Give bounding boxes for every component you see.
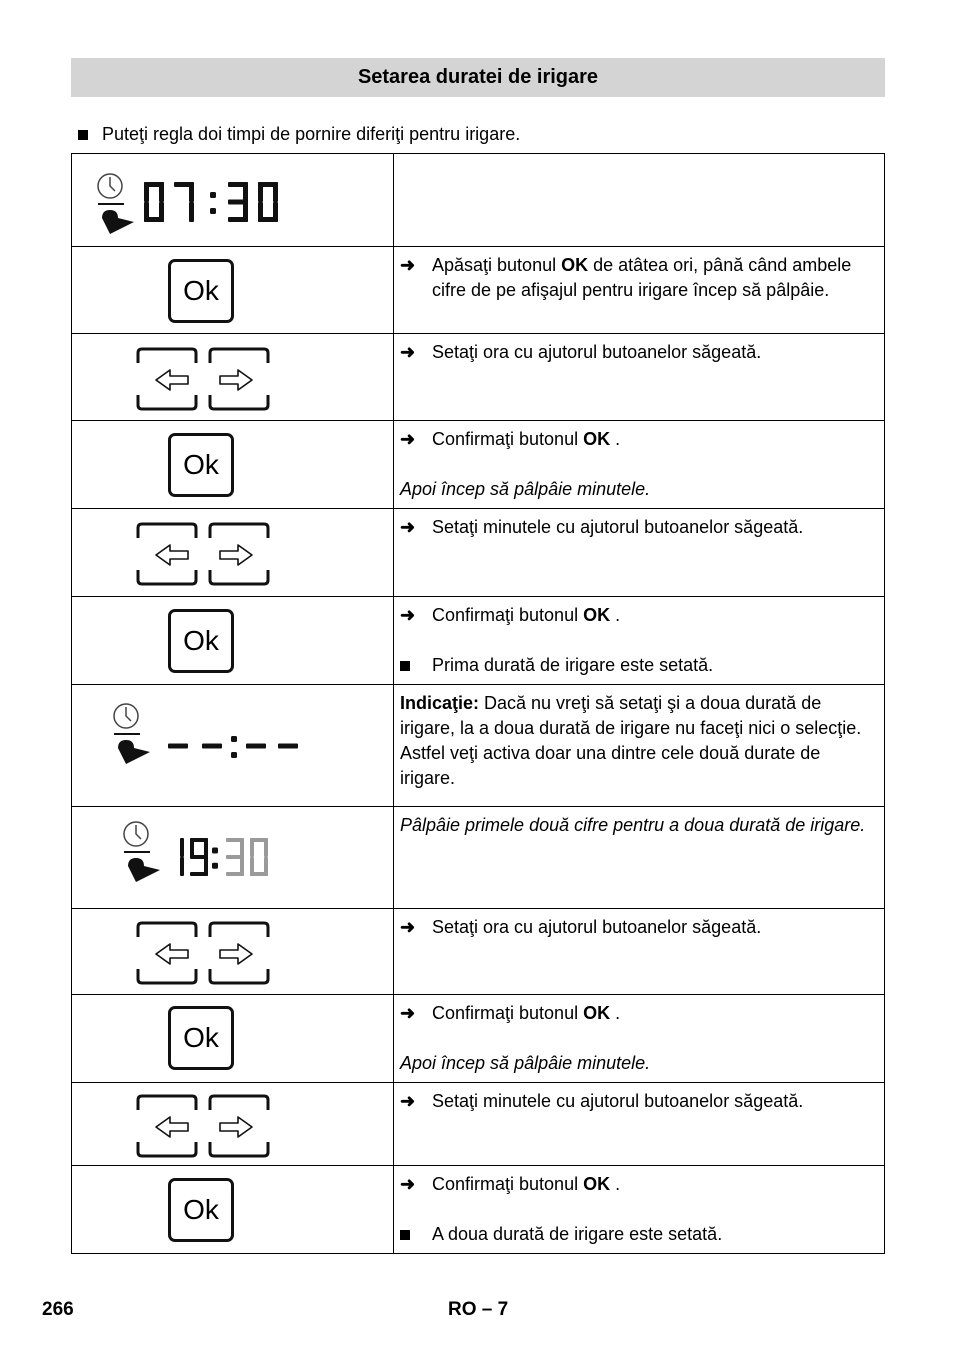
steps-table: [71, 153, 885, 1254]
italic-note: Apoi încep să pâlpâie minutele.: [400, 479, 651, 499]
step-row: [72, 247, 885, 334]
ok-button-icon: [168, 433, 234, 497]
arrow-right-icon: ➜: [400, 517, 416, 537]
bullet-square-icon: [78, 130, 88, 140]
step-row: [72, 334, 885, 421]
right-arrow-button-icon: [210, 923, 268, 983]
instruction-bold-part: OK: [583, 1003, 611, 1023]
step-text-cell: [394, 1083, 885, 1166]
timer-display-icon: [112, 702, 352, 782]
timer-display-icon: [92, 168, 332, 248]
ok-button-icon: [168, 1006, 234, 1070]
ok-button-icon: [168, 609, 234, 673]
left-arrow-button-icon: [138, 349, 196, 409]
step-text-cell: [394, 247, 885, 334]
step-text-cell: [394, 421, 885, 509]
clock-watering-can-icon: [98, 174, 134, 234]
arrow-buttons-icon: [134, 347, 274, 413]
colon-glyph: [231, 736, 237, 758]
arrow-right-icon: ➜: [400, 429, 416, 449]
right-arrow-button-icon: [210, 1096, 268, 1156]
instruction-line: [400, 915, 878, 940]
result-line: [400, 653, 878, 678]
result-text: Prima durată de irigare este setată.: [432, 655, 714, 675]
instruction-text-part: Setaţi minutele cu ajutorul butoanelor săgeată.: [432, 1091, 804, 1111]
section-title-text: Setarea duratei de irigare: [357, 66, 599, 88]
italic-note: Apoi încep să pâlpâie minutele.: [400, 1053, 651, 1073]
digit-glyph: [250, 838, 268, 876]
left-arrow-button-icon: [138, 923, 196, 983]
step-icon-cell: [72, 807, 394, 909]
instruction-text: [432, 1089, 803, 1114]
instruction-text: [432, 340, 761, 365]
instruction-bold-part: OK: [583, 605, 611, 625]
instruction-text-part: Setaţi minutele cu ajutorul butoanelor săgeată.: [432, 517, 804, 537]
right-arrow-button-icon: [210, 349, 268, 409]
instruction-text: [432, 515, 803, 540]
instruction-text: [432, 915, 761, 940]
digit-glyph: [174, 182, 194, 222]
hint-label: Indicaţie:: [400, 693, 480, 713]
step-row: [72, 1083, 885, 1166]
left-arrow-button-icon: [138, 524, 196, 584]
instruction-text-end: .: [610, 1003, 621, 1023]
instruction-line: [400, 340, 878, 365]
clock-watering-can-icon: [124, 822, 160, 882]
bullet-square-icon: [400, 1222, 432, 1247]
step-row: [72, 1166, 885, 1254]
step-icon-cell: [72, 247, 394, 334]
spacer: [400, 452, 878, 477]
ok-button-label: Ok: [183, 1194, 219, 1225]
step-text-cell: [394, 334, 885, 421]
right-arrow-button-icon: [210, 524, 268, 584]
step-icon-cell: [72, 995, 394, 1083]
instruction-text-part: Confirmaţi butonul: [432, 1003, 584, 1023]
arrow-right-icon: ➜: [400, 1174, 416, 1194]
clock-watering-can-icon: [114, 704, 150, 764]
instruction-text-part: Confirmaţi butonul: [432, 429, 584, 449]
step-icon-cell: [72, 154, 394, 247]
instruction-text: [432, 603, 620, 628]
instruction-text-part: Setaţi ora cu ajutorul butoanelor săgeată.: [432, 342, 762, 362]
instruction-line: [400, 1089, 878, 1114]
step-row: [72, 421, 885, 509]
arrow-buttons-icon: [134, 522, 274, 588]
instruction-text-part: Confirmaţi butonul: [432, 605, 584, 625]
result-line: [400, 1222, 878, 1247]
step-icon-cell: [72, 1166, 394, 1254]
instruction-text: [432, 253, 878, 303]
section-title: [71, 58, 885, 97]
spacer: [400, 1197, 878, 1222]
step-row: [72, 807, 885, 909]
step-text-cell: [394, 807, 885, 909]
digit-glyph: [228, 182, 248, 222]
arrow-right-icon: ➜: [400, 342, 416, 362]
bullet-square-icon: [400, 653, 432, 678]
digit-glyph: [180, 838, 184, 876]
instruction-text-part: Apăsaţi butonul: [432, 255, 562, 275]
hint-note: [400, 691, 878, 791]
step-icon-cell: [72, 1083, 394, 1166]
step-text-cell: [394, 597, 885, 685]
left-arrow-button-icon: [138, 1096, 196, 1156]
hint-text: Dacă nu vreţi să setaţi şi a doua durată de irigare, la a doua durată de irigare nu faceţi nici o selecţie. Astfel veţi activa doar una dintre cele două durate de irigare.: [400, 693, 862, 788]
digit-glyph: [190, 838, 208, 876]
step-row: [72, 154, 885, 247]
step-icon-cell: [72, 597, 394, 685]
intro-line: [78, 124, 520, 145]
arrow-buttons-icon: [134, 921, 274, 987]
spacer: [400, 1026, 878, 1051]
ok-button-label: Ok: [183, 625, 219, 656]
step-row: [72, 597, 885, 685]
step-icon-cell: [72, 685, 394, 807]
timer-display-icon: [122, 818, 362, 898]
arrow-right-icon: ➜: [400, 917, 416, 937]
arrow-right-icon: ➜: [400, 605, 416, 625]
step-row: [72, 685, 885, 807]
step-text-cell: [394, 509, 885, 597]
ok-button-label: Ok: [183, 1022, 219, 1053]
instruction-text: [432, 1001, 620, 1026]
ok-button-label: Ok: [183, 275, 219, 306]
digit-glyph: [246, 744, 266, 749]
instruction-bold-part: OK: [561, 255, 589, 275]
ok-button-icon: [168, 1178, 234, 1242]
instruction-text-end: .: [610, 605, 621, 625]
italic-note: Pâlpâie primele două cifre pentru a doua durată de irigare.: [400, 815, 866, 835]
instruction-line: [400, 253, 878, 303]
step-text-cell: [394, 995, 885, 1083]
instruction-line: [400, 427, 878, 452]
instruction-text: [432, 427, 620, 452]
instruction-text-part: Setaţi ora cu ajutorul butoanelor săgeată.: [432, 917, 762, 937]
instruction-bold-part: OK: [583, 1174, 611, 1194]
digit-glyph: [168, 744, 188, 749]
digit-glyph: [258, 182, 278, 222]
instruction-text: [432, 1172, 620, 1197]
ok-button-icon: [168, 259, 234, 323]
ok-button-label: Ok: [183, 449, 219, 480]
step-text-cell: [394, 685, 885, 807]
instruction-bold-part: OK: [583, 429, 611, 449]
step-icon-cell: [72, 421, 394, 509]
instruction-text-end: .: [610, 429, 621, 449]
arrow-right-icon: ➜: [400, 1003, 416, 1023]
digit-glyph: [202, 744, 222, 749]
digit-glyph: [226, 838, 244, 876]
step-row: [72, 995, 885, 1083]
step-text-cell: [394, 909, 885, 995]
result-text: A doua durată de irigare este setată.: [432, 1224, 723, 1244]
colon-glyph: [212, 848, 218, 869]
digit-glyph: [278, 744, 298, 749]
instruction-line: [400, 603, 878, 628]
instruction-text-end: de atâtea ori, până când ambele cifre de pe afişajul pentru irigare încep să pâlpâie.: [432, 255, 852, 300]
instruction-text-part: Confirmaţi butonul: [432, 1174, 584, 1194]
step-icon-cell: [72, 909, 394, 995]
step-row: [72, 509, 885, 597]
arrow-right-icon: ➜: [400, 255, 416, 275]
page-label: RO – 7: [448, 1299, 509, 1320]
page-number: 266: [42, 1299, 74, 1320]
instruction-line: [400, 1001, 878, 1026]
instruction-line: [400, 1172, 878, 1197]
arrow-right-icon: ➜: [400, 1091, 416, 1111]
spacer: [400, 628, 878, 653]
intro-text: Puteţi regla doi timpi de pornire diferiţi pentru irigare.: [102, 124, 521, 144]
step-icon-cell: [72, 334, 394, 421]
instruction-line: [400, 515, 878, 540]
step-icon-cell: [72, 509, 394, 597]
digit-glyph: [144, 182, 164, 222]
instruction-text-end: .: [610, 1174, 621, 1194]
step-text-cell: [394, 154, 885, 247]
step-text-cell: [394, 1166, 885, 1254]
arrow-buttons-icon: [134, 1094, 274, 1160]
step-row: [72, 909, 885, 995]
colon-glyph: [210, 192, 216, 214]
